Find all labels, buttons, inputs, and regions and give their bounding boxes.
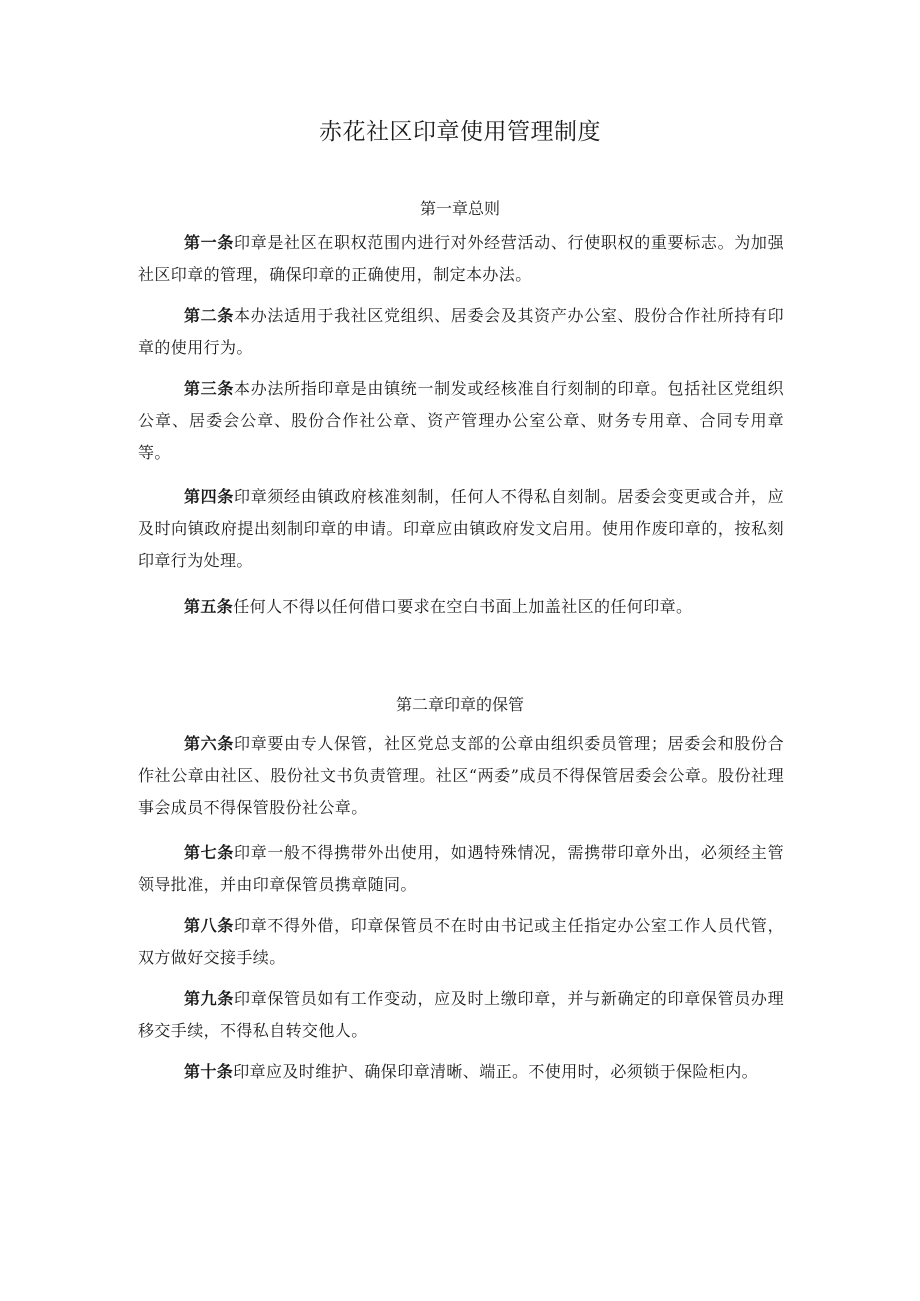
article-text: 任何人不得以任何借口要求在空白书面上加盖社区的任何印章。 <box>233 597 693 616</box>
article-paragraph <box>138 1056 784 1088</box>
article-paragraph <box>138 837 784 901</box>
article-number: 第一条 <box>184 233 235 252</box>
article-paragraph <box>138 481 784 577</box>
article-text: 本办法适用于我社区党组织、居委会及其资产办公室、股份合作社所持有印章的使用行为。 <box>138 306 785 357</box>
article-text: 印章一般不得携带外出使用，如遇特殊情况，需携带印章外出，必须经主管领导批准，并由印章保管员携章随同。 <box>138 843 785 894</box>
article-number: 第四条 <box>184 487 235 506</box>
article-number: 第五条 <box>184 597 234 616</box>
article-number: 第三条 <box>184 379 235 398</box>
article-number: 第二条 <box>184 306 235 325</box>
article-text: 印章要由专人保管，社区党总支部的公章由组织委员管理；居委会和股份合作社公章由社区、股份社文书负责管理。社区“两委”成员不得保管居委会公章。股份社理事会成员不得保管股份社公章。 <box>138 734 785 817</box>
article-text: 本办法所指印章是由镇统一制发或经核准自行刻制的印章。包括社区党组织公章、居委会公章、股份合作社公章、资产管理办公室公章、财务专用章、合同专用章等。 <box>138 379 785 462</box>
article-paragraph <box>138 227 784 291</box>
article-paragraph <box>138 728 784 824</box>
article-text: 印章不得外借，印章保管员不在时由书记或主任指定办公室工作人员代管，双方做好交接手续。 <box>138 916 785 967</box>
article-text: 印章应及时维护、确保印章清晰、端正。不使用时，必须锁于保险柜内。 <box>233 1062 759 1081</box>
article-number: 第六条 <box>184 734 235 753</box>
article-number: 第八条 <box>184 916 235 935</box>
article-paragraph <box>138 591 784 623</box>
article-paragraph <box>138 373 784 469</box>
article-paragraph <box>138 910 784 974</box>
article-paragraph <box>138 300 784 364</box>
chapter-heading: 第二章印章的保管 <box>395 695 524 714</box>
article-text: 印章须经由镇政府核准刻制，任何人不得私自刻制。居委会变更或合并，应及时向镇政府提出刻制印章的申请。印章应由镇政府发文启用。使用作废印章的，按私刻印章行为处理。 <box>138 487 785 570</box>
article-text: 印章保管员如有工作变动，应及时上缴印章，并与新确定的印章保管员办理移交手续，不得私自转交他人。 <box>138 989 785 1040</box>
article-number: 第十条 <box>184 1062 234 1081</box>
document-title: 赤花社区印章使用管理制度 <box>319 119 601 145</box>
article-paragraph <box>138 983 784 1047</box>
article-text: 印章是社区在职权范围内进行对外经营活动、行使职权的重要标志。为加强社区印章的管理，确保印章的正确使用，制定本办法。 <box>138 233 785 284</box>
article-number: 第九条 <box>184 989 235 1008</box>
article-number: 第七条 <box>184 843 235 862</box>
chapter-heading: 第一章总则 <box>419 199 500 218</box>
